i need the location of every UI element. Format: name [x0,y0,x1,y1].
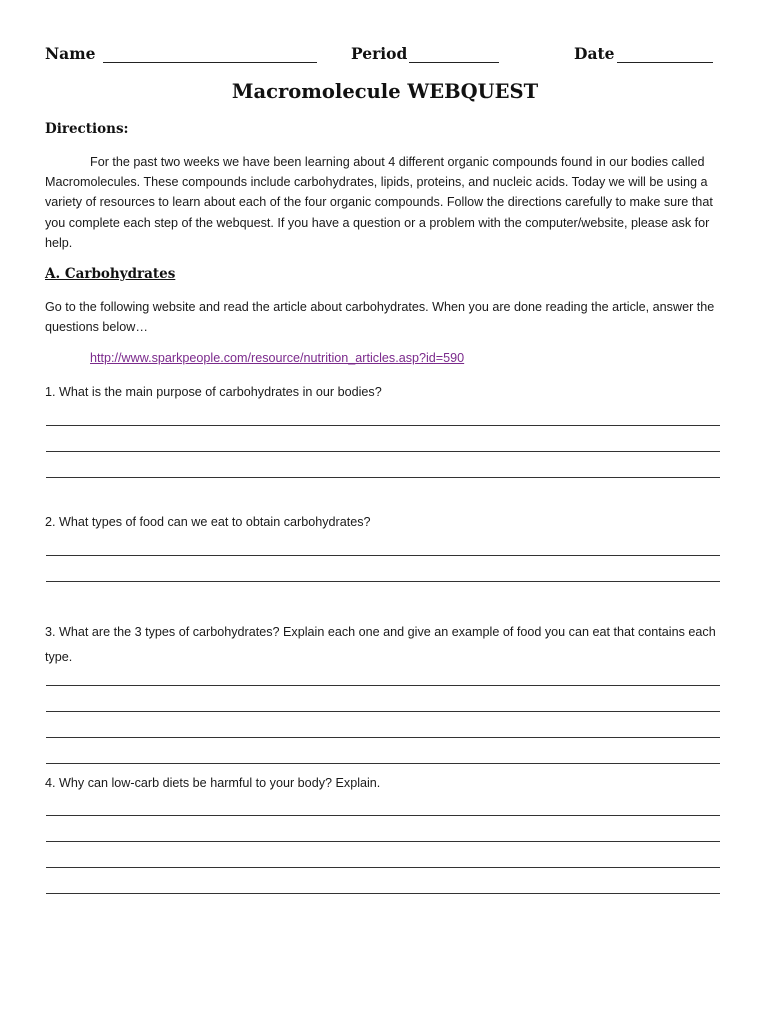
answer-line[interactable] [46,763,720,764]
answer-line[interactable] [46,711,720,712]
date-blank[interactable] [617,48,713,63]
question-4: 4. Why can low-carb diets be harmful to your body? Explain. [45,776,381,790]
answer-line[interactable] [46,425,720,426]
directions-heading: Directions: [45,121,129,137]
name-field[interactable] [45,44,317,63]
question-3: 3. What are the 3 types of carbohydrates? Explain each one and give an example of food you can eat that contains each type. [45,625,716,664]
period-field[interactable] [351,44,499,63]
question-1: 1. What is the main purpose of carbohydrates in our bodies? [45,385,382,399]
answer-line[interactable] [46,893,720,894]
answer-line[interactable] [46,477,720,478]
directions-text: For the past two weeks we have been learning about 4 different organic compounds found in our bodies called Macromolecules. These compounds include carbohydrates, lipids, proteins, and nucleic acids. Today we will be using a variety of resources to learn about each of the four organic compounds. Follow the directions carefully to make sure that you complete each step of the webquest. If you have a question or a problem with the computer/website, please ask for help. [45,155,713,250]
answer-line[interactable] [46,841,720,842]
section-a-heading: A. Carbohydrates [45,266,176,282]
answer-line[interactable] [46,737,720,738]
name-blank[interactable] [103,48,317,63]
period-label: Period [351,44,408,63]
article-link[interactable]: http://www.sparkpeople.com/resource/nutrition_articles.asp?id=590 [90,351,465,365]
answer-line[interactable] [46,867,720,868]
answer-line[interactable] [46,555,720,556]
section-a-instructions: Go to the following website and read the article about carbohydrates. When you are done reading the article, answer the questions below… [45,300,715,335]
date-label: Date [574,44,615,63]
answer-line[interactable] [46,451,720,452]
article-link-wrap [90,351,464,365]
answer-line[interactable] [46,815,720,816]
name-label: Name [45,44,96,63]
period-blank[interactable] [409,48,499,63]
date-field[interactable] [574,44,713,63]
page-title: Macromolecule WEBQUEST [231,80,539,103]
answer-line[interactable] [46,685,720,686]
answer-line[interactable] [46,581,720,582]
question-2: 2. What types of food can we eat to obtain carbohydrates? [45,515,371,529]
